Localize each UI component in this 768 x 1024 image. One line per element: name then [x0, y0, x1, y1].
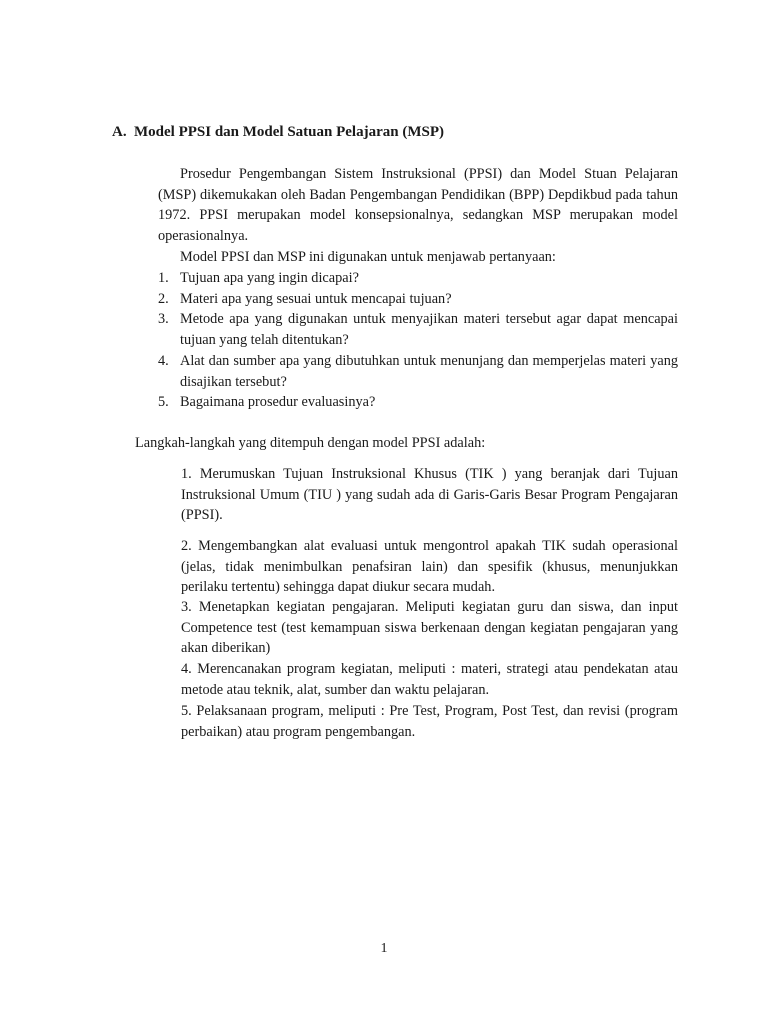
section-heading: [112, 122, 444, 142]
list-item-number: 1.: [158, 270, 169, 286]
list-item-text: Metode apa yang digunakan untuk menyajikan materi tersebut agar dapat mencapai tujuan yang telah ditentukan?: [180, 311, 678, 349]
step-paragraph: 2. Mengembangkan alat evaluasi untuk mengontrol apakah TIK sudah operasional (jelas, tidak menimbulkan penafsiran lain) dan spesifik (khusus, menunjukkan perilaku tertentu) sehingga dapat diukur secara mudah.: [181, 538, 678, 596]
step-paragraph: 4. Merencanakan program kegiatan, meliputi : materi, strategi atau pendekatan atau metode atau teknik, alat, sumber dan waktu pelajaran.: [181, 661, 678, 698]
step-paragraph: 5. Pelaksanaan program, meliputi : Pre Test, Program, Post Test, dan revisi (program perbaikan) atau program pengembangan.: [181, 703, 678, 740]
steps-intro: Langkah-langkah yang ditempuh dengan model PPSI adalah:: [135, 435, 486, 451]
list-item: [158, 268, 678, 289]
page-number: 1: [380, 941, 388, 956]
list-item-number: 4.: [158, 352, 169, 369]
step-paragraph: 1. Merumuskan Tujuan Instruksional Khusus (TIK ) yang beranjak dari Tujuan Instruksional Umum (TIU ) yang sudah ada di Garis-Garis Besar Program Pengajaran (PPSI).: [181, 466, 678, 524]
list-item: [158, 392, 678, 413]
question-list: [158, 268, 678, 413]
section-title: Model PPSI dan Model Satuan Pelajaran (MSP): [134, 124, 444, 140]
list-item-text: Alat dan sumber apa yang dibutuhkan untuk menunjang dan memperjelas materi yang disajikan tersebut?: [180, 352, 678, 390]
list-item: [158, 309, 678, 350]
list-item: [158, 351, 678, 392]
list-item-number: 5.: [158, 394, 169, 411]
list-item-text: Bagaimana prosedur evaluasinya?: [180, 394, 376, 411]
list-item-text: Tujuan apa yang ingin dicapai?: [180, 270, 359, 286]
list-item: [158, 289, 678, 310]
list-item-number: 3.: [158, 311, 169, 328]
list-item-number: 2.: [158, 290, 169, 307]
intro-paragraph-questions: Model PPSI dan MSP ini digunakan untuk menjawab pertanyaan:: [180, 249, 556, 265]
section-number: A.: [112, 124, 127, 140]
step-paragraph: 3. Menetapkan kegiatan pengajaran. Meliputi kegiatan guru dan siswa, dan input Competence test (test kemampuan siswa berkenaan dengan kegiatan pengajaran yang akan diberikan): [181, 599, 678, 657]
intro-paragraph: Prosedur Pengembangan Sistem Instruksional (PPSI) dan Model Stuan Pelajaran (MSP) dikemukakan oleh Badan Pengembangan Pendidikan (BPP) Depdikbud pada tahun 1972. PPSI merupakan model konsepsionalnya, sedangkan MSP merupakan model operasionalnya.: [158, 166, 678, 245]
list-item-text: Materi apa yang sesuai untuk mencapai tujuan?: [180, 290, 452, 307]
